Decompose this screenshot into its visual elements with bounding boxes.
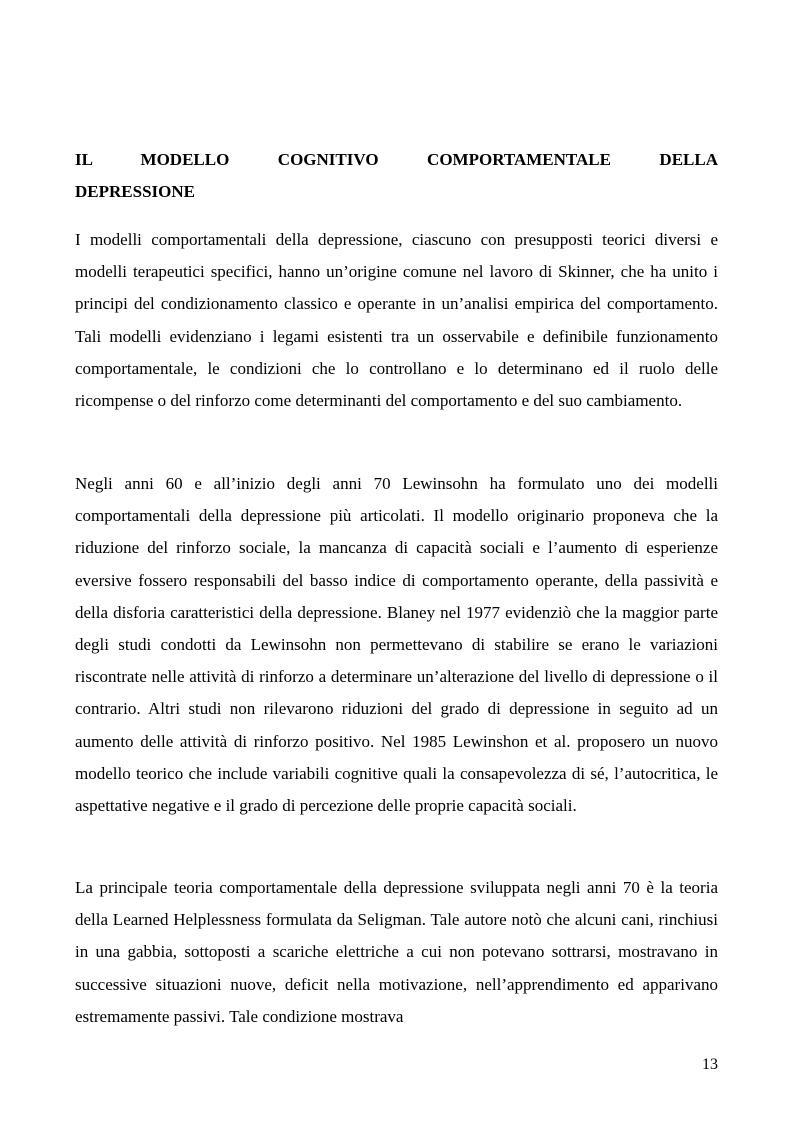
section-title-line-2: DEPRESSIONE: [75, 182, 195, 201]
page-number: 13: [702, 1056, 718, 1073]
paragraph-3: La principale teoria comportamentale della depressione sviluppata negli anni 70 è la teoria della Learned Helplessness formulata da Seligman. Tale autore notò che alcuni cani, rinchiusi in una gabbia, sottoposti a scariche elettriche a cui non potevano sottrarsi, mostravano in successive situazioni nuove, deficit nella motivazione, nell’apprendimento ed apparivano estremamente passivi. Tale condizione mostrava: [75, 878, 718, 1026]
paragraph-1: I modelli comportamentali della depressione, ciascuno con presupposti teorici diversi e modelli terapeutici specifici, hanno un’origine comune nel lavoro di Skinner, che ha unito i principi del condizionamento classico e operante in un’analisi empirica del comportamento. Tali modelli evidenziano i legami esistenti tra un osservabile e definibile funzionamento comportamentale, le condizioni che lo controllano e lo determinano ed il ruolo delle ricompense o del rinforzo come determinanti del comportamento e del suo cambiamento.: [75, 230, 718, 411]
paragraph-2: Negli anni 60 e all’inizio degli anni 70 Lewinsohn ha formulato uno dei modelli comportamentali della depressione più articolati. Il modello originario proponeva che la riduzione del rinforzo sociale, la mancanza di capacità sociali e l’aumento di esperienze eversive fossero responsabili del basso indice di comportamento operante, della passività e della disforia caratteristici della depressione. Blaney nel 1977 evidenziò che la maggior parte degli studi condotti da Lewinsohn non permettevano di stabilire se erano le variazioni riscontrate nelle attività di rinforzo a determinare un’alterazione del livello di depressione o il contrario. Altri studi non rilevarono riduzioni del grado di depressione in seguito ad un aumento delle attività di rinforzo positivo. Nel 1985 Lewinshon et al. proposero un nuovo modello teorico che include variabili cognitive quali la consapevolezza di sé, l’autocritica, le aspettative negative e il grado di percezione delle proprie capacità sociali.: [75, 474, 718, 816]
section-title: [75, 144, 718, 208]
section-title-line-1: IL MODELLO COGNITIVO COMPORTAMENTALE DELLA: [75, 150, 718, 169]
